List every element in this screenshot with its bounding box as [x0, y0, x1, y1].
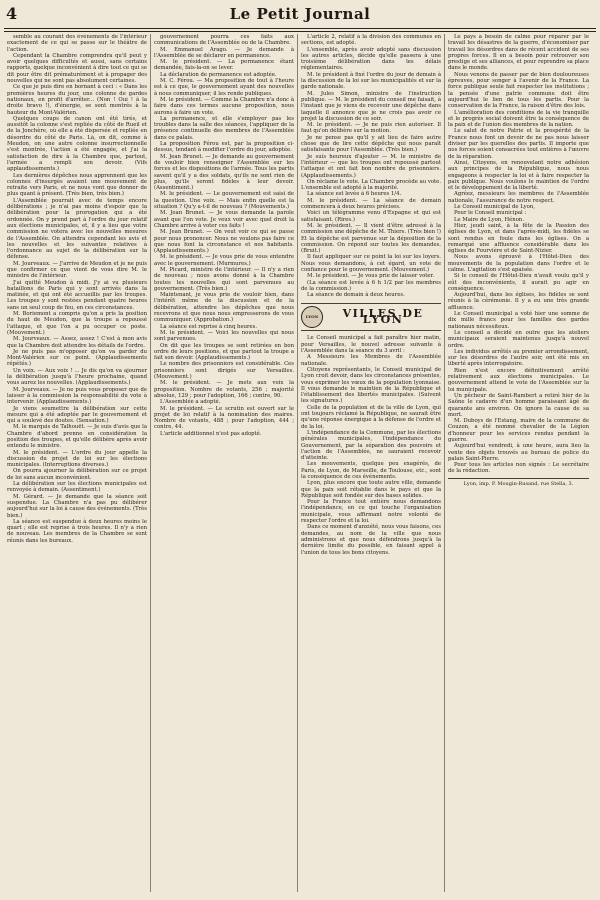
paragraph: Je ne puis pas m'opposer qu'on va garder du Mont-Valérien sur ce point. (Applaudissements répétés.)	[7, 348, 147, 368]
paragraph: gouvernement pourra ces faits aux communications de l'Assemblée ou de la Chambre.	[154, 34, 294, 47]
paragraph: semble au courant des événements de l'intérieur exactement de ce qui se passe sur le théâtre de l'action.	[7, 34, 147, 53]
paragraph: Citoyens représentants, le Conseil municipal de Lyon croit devoir, dans les circonstances présentes, vous exprimer les vœux de la population lyonnaise. Il vous demande le maintien de la République et l'établissement des libertés municipales. (Suivent les signatures.)	[301, 366, 441, 405]
paragraph: Aujourd'hui vendredi, à une heure, aura lieu la vente des objets trouvés au bureau de police du palais Saint-Pierre.	[448, 443, 589, 462]
paragraph: On réclame le vote. La Chambre procède au vote. L'ensemble est adopté à la majorité.	[301, 178, 441, 192]
paragraph: Ce que je puis dire en bornant à ceci : « Dans les premières heures du jour, une colonne de gardes nationaux, en profit d'arrêter... (Non ! Oui ! à la droite bravo !), d'énergie, se sont montrés à la hauteur du Mont-Valérien.	[7, 84, 147, 116]
paragraph: Le Conseil municipal a fait paraître hier matin, pour Versailles, le nouvel adresse suivante à l'Assemblée dans la séance du 3 avril :	[301, 335, 441, 355]
printer-footer: Lyon, imp. P. Mougin-Rusand, rue Stella, 3.	[448, 478, 589, 487]
paragraph: M. Jean Brunet. — Je demande au gouvernement de vouloir bien renseigner l'Assemblée sur les forces et les dispositions de l'armée. Tous les partis savent qu'il y a des soldats, qu'ils ne sont rien de plus, qu'ils seront fidèles à leur devoir. (Assentiment.)	[154, 153, 294, 192]
page-number: 4	[6, 4, 18, 23]
paragraph: M. Jourveaux. — J'arrive de Meudon et je ne puis que confirmer ce que vient de vous dire M. le ministre de l'intérieur.	[7, 260, 147, 280]
paragraph: L'amélioration des conditions de la vie tranquille et le progrès social doivent être la conséquence de la paix et de l'union des membres de la nation.	[448, 109, 589, 129]
paragraph: La séance est reprise à cinq heures.	[160, 323, 258, 330]
column-2	[151, 34, 298, 892]
paragraph: Pour tous les articles non signés : Le secrétaire de la rédaction.	[448, 462, 589, 475]
paragraph: Le conseil a décidé en outre que les ateliers municipaux seraient maintenus jusqu'à nouvel ordre.	[448, 329, 589, 349]
paragraph: Maintenant, je vous prie de vouloir bien, dans l'intérêt même de la discussion et de la délibération, attendre les dépêches que nous recevrons et que nous nous empresserons de vous communiquer. (Approbation.)	[154, 292, 294, 324]
masthead	[0, 0, 600, 34]
column-4-text	[448, 34, 589, 475]
paragraph: Cependant la Chambre comprendra qu'il peut y avoir quelques difficultés et aussi, sans certains rapports, quelque inconvénient à dire tout ce qui se dit pour être dit prématurément et à propager des nouvelles qui ne sont pas absolument certaines.	[7, 52, 147, 85]
paragraph: M. le président. — Je mets aux voix la proposition. Nombre de votants, 256 ; majorité absolue, 129 ; pour l'adoption, 166 ; contre, 90.	[154, 380, 294, 399]
paragraph: Voici un télégramme venu d'Espagne et qui est satisfaisant. (Rires.)	[301, 210, 441, 223]
paragraph: Un pêcheur de Saint-Rambert a retiré hier de la Saône le cadavre d'un homme paraissant âgé de quarante ans environ. On ignore la cause de sa mort.	[448, 392, 589, 418]
newspaper-title: Le Petit Journal	[229, 5, 371, 23]
paragraph: M. le marquis de Talhouët. — Je suis d'avis que la Chambre d'abord prenne en considération la position des troupes, et qu'elle délibère après avoir entendu le ministre.	[7, 424, 147, 450]
paragraph: Nous avons éprouvé à l'Hôtel-Dieu des mouvements de la population dans l'ordre et le calme. L'agitation s'est apaisée.	[448, 254, 589, 273]
paragraph: M. Picard, ministre de l'intérieur. — Il n'y a rien de nouveau ; nous avons donné à la Chambre toutes les nouvelles qui sont parvenues au gouvernement. (Très bien.)	[154, 266, 294, 292]
article-columns	[4, 34, 596, 892]
paragraph: Je viens soumettre la délibération sur cette mesure qui a été adoptée par le gouvernement et qui a soulevé des doutes. (Sensation.)	[7, 405, 147, 425]
paragraph: Nous venons de passer par de bien douloureuses épreuves, pour songer à l'avenir de la France. La force publique seule fait respecter les institutions ; la pensée d'une patrie commune doit être aujourd'hui le lien de tous les partis. Pour la conservation de la France, la raison d'être des lois.	[448, 71, 589, 110]
paragraph: La délibération sur les élections municipales est renvoyée à demain. (Assentiment.)	[7, 481, 147, 494]
paragraph: Dans ce moment d'anxiété, nous vous faisons, ces demandes, au nom de la ville que nous administrons et que nous défendrons jusqu'à la dernière limite du possible, en faisant appel à l'union de tous les bons citoyens.	[301, 524, 441, 556]
paragraph: Les mouvements, quelque peu exagérés, de Paris, de Lyon, de Marseille, de Toulouse, etc., sont la conséquence de ces événements.	[301, 461, 441, 480]
paragraph: Agréez, messieurs les membres de l'Assemblée nationale, l'assurance de notre respect.	[448, 191, 589, 204]
paragraph: Le pays a besoin de calme pour réparer par le travail les désastres de la guerre, d'économiser par travail les désordres dans de récent accident de ses propres forces. Il en a besoin pour retrouver son prestige et ses alliances, et pour reprendre sa place dans le monde.	[448, 34, 589, 72]
paragraph: M. le président. — L'ordre du jour appelle la discussion du projet de loi sur les élections municipales. (Interruptions diverses.)	[7, 449, 147, 469]
paragraph: Celle de la population et de la ville de Lyon, qui ont toujours réclamé la République, ne saurait être qu'une réponse énergique à la défense de l'ordre et de la loi.	[301, 404, 441, 430]
paragraph: M. le président. — Je vous prie de laisser voter.	[307, 273, 435, 280]
paragraph: Je ne pense pas qu'il y ait lieu de faire autre chose que de lire cette dépêche qui nous paraît satisfaisante pour l'Assemblée. (Très bien.)	[301, 134, 441, 154]
section-header-lyon	[301, 303, 441, 331]
paragraph: M. Gérard. — Je demande que la séance soit suspendue. La Chambre n'a pas pu délibérer aujourd'hui sur la loi à cause des événements. (Très bien.)	[7, 493, 147, 519]
paragraph: M. le président. — La séance de demain commencera à deux heures précises.	[301, 197, 441, 211]
paragraph: M. Boriemont a compris qu'on a pris la position du haut de Meudon, que la troupe a repoussé l'attaque, et que l'on a pu occuper ce poste. (Mouvement.)	[7, 311, 147, 336]
section-title: VILLES DE LYON	[342, 307, 424, 327]
paragraph: M. C. Férou. — Ma proposition de tout à l'heure est à ce que, le gouvernement ayant des nouvelles à nous communiquer, il les rende publiques.	[154, 78, 294, 97]
paragraph: La séance de demain à deux heures.	[307, 292, 405, 299]
paragraph: M. Jourveaux. — Assez, assez ! C'est à mon avis que la Chambre doit attendre les détails de l'ordre.	[7, 336, 147, 349]
paragraph: La déclaration de permanence est adoptée.	[160, 71, 277, 78]
paragraph: Le nombre des prisonniers est considérable. Ces prisonniers sont dirigés sur Versailles. (Mouvement.)	[154, 361, 294, 381]
paragraph: L'article additionnel n'est pas adopté.	[160, 430, 262, 437]
paragraph: M. Emmanuel Arago. — Je demande à l'Assemblée de se déclarer en permanence.	[154, 46, 294, 59]
paragraph: La permanence, et elle s'employer pas les troubles dans la salle des séances, l'appliquer de la présence continuelle des membres de l'Assemblée dans ce palais.	[154, 115, 294, 141]
paragraph: Le Conseil municipal a voté hier une somme de dix mille francs pour les familles des gardes nationaux nécessiteux.	[448, 311, 589, 330]
paragraph: Le Conseil municipal de Lyon,	[454, 204, 535, 211]
column-3	[298, 34, 445, 892]
paragraph: M. le président. — Voici les nouvelles qui nous sont parvenues.	[154, 329, 294, 343]
paragraph: Le Maire de Lyon, Hénon.	[454, 216, 525, 223]
paragraph: Aujourd'hui, dans les églises, les fidèles se sont réunis à la cérémonie. Il y a eu une très grande affluence.	[448, 292, 589, 311]
paragraph: Il faut appliquer sur ce point la loi sur les loyers. Nous vous demandons, à cet égard, un vote de confiance pour le gouvernement. (Mouvement.)	[301, 254, 441, 273]
column-4	[445, 34, 592, 892]
paragraph: Un voix. — Aux voix ! ... Je dis qu'on va ajourner la délibération jusqu'à l'heure prochaine, quand vous aurez les nouvelles. (Applaudissements.)	[7, 367, 147, 387]
lyon-emblem-icon: LYON	[301, 306, 323, 328]
paragraph: J'ai quitté Meudon à midi. J'y ai vu plusieurs bataillons de Paris qui y sont arrivés dans la matinée, et qui ont été accueillis par les troupes. Les troupes y sont restées pendant quatre heures sans un seul coup de feu, en ces circonstances.	[7, 279, 147, 311]
masthead-rule	[4, 28, 596, 32]
paragraph: M. le président à fixé l'ordre du jour de demain à la discussion de la loi sur les municipalités et sur la garde nationale.	[301, 71, 441, 91]
paragraph: Ainsi, Citoyens, en renouvelant notre adhésion aux principes de la République, nous nous engageons à respecter la loi et à faire respecter la paix publique. Nous voulons le maintien de l'ordre et le développement de la liberté.	[448, 159, 589, 192]
paragraph: Rien n'est encore définitivement arrêté relativement aux élections municipales. Le gouvernement attend le vote de l'Assemblée sur la loi municipale.	[448, 367, 589, 393]
column-1	[4, 34, 151, 892]
paragraph: L'Assemblée a adopté.	[160, 399, 221, 406]
paragraph: Hier, jeudi saint, à la fête de la Passion des églises de Lyon, et dans l'après-midi, les fidèles se sont rendus en foule dans les églises. On a remarqué une affluence considérable dans les églises de Fourvière et de Saint-Nizier.	[448, 222, 589, 255]
paragraph: L'Assemblée pourrait avec de temps encore délibérations ; je n'ai pas moins d'espoir que la délibération pour la prorogation qui a été ordonnée. On y prend part à l'ordre du jour relatif aux élections municipales, et, il y a lieu que votre commission ne votera avec les nouvelles mesures de l'Assemblée. On attendra cependant les avis et les nouvelles et les suivantes relatives à l'ordonnance au sujet de la délibération sur la défense.	[7, 197, 147, 261]
paragraph: On dit que les troupes se sont retirées en bon ordre de leurs positions, et que partout la troupe a fait son devoir. (Applaudissements.)	[154, 342, 294, 362]
paragraph: La séance est levée à 6 heures 1/4.	[307, 191, 402, 198]
paragraph: M. le président. — Je vous prie de vous entendre avec le gouvernement. (Murmures.)	[154, 254, 294, 267]
paragraph: Si le conseil de l'Hôtel-Dieu n'avait voulu qu'il y eût des inconvénients, il aurait pu agir en conséquence.	[448, 273, 589, 292]
paragraph: M. le président. — Il vient d'être adressé à la commission une dépêche de M. Thiers. (Très bien !) Et la dépêche est parvenue sur la déposition de la commission. On répond sur toutes les demandes. (Bruit.)	[301, 222, 441, 255]
paragraph: L'ensemble, après avoir adopté sans discussion les autres articles, décide qu'elle passera à une troisième délibération dans les délais réglementaires.	[301, 46, 441, 72]
paragraph: M. Jourveaux. — Je ne puis vous proposer que de laisser à la commission la responsabilité du vote à intervenir. (Applaudissements.)	[7, 386, 147, 406]
paragraph: M. le président. — Le gouvernement est saisi de la question. Une voix. — Mais enfin quelle est la situation ? Qu'y a-t-il de nouveau ? (Mouvements.)	[154, 191, 294, 211]
paragraph: Je suis heureux d'ajouter — M. le ministre de l'intérieur — que les troupes ont repoussé partout l'attaque et ont fait bon nombre de prisonniers. (Applaudissements.)	[301, 153, 441, 179]
paragraph: M. Jean Brunet. — Je vous demande la parole avant que l'on vote. Je veux voir avec quel droit la Chambre arrive à voter ces faits !	[154, 210, 294, 229]
paragraph: Le salut de notre Patrie et la prospérité de la France nous font un devoir de ne pas nous laisser diviser par les querelles des partis. Il importe que nos forces soient consacrées tout entières à l'œuvre de la réparation.	[448, 128, 589, 160]
paragraph: Les dernières dépêches nous apprennent que les colonnes d'insurgés avaient une mouvement de retraite vers Paris, et ne nous vont que donner de plus quant à présent. (Très bien, très bien.)	[7, 172, 147, 198]
paragraph: Pour le Conseil municipal :	[454, 210, 527, 217]
paragraph: Quelques coups de canon ont été tirés, et aussitôt la colonne s'est repliée du côté de Rueil et de la Jonchère, où elle a été dispersée et repliée en désordre du côté de Paris. Là, on dit, comme à Meudon, on une autre colonne insurrectionnelle s'est montrée, l'action a été engagée, et j'ai la satisfaction de dire à la Chambre que, partout, l'armée a rempli son devoir. (Vifs applaudissements.)	[7, 115, 147, 173]
paragraph: On pourra ajourner la délibération sur ce projet de loi sans aucun inconvénient.	[7, 468, 147, 481]
paragraph: M. le président. — Comme la Chambre n'a donc à faire dans ces termes aucune proposition, nous aurons à faire un vote.	[154, 96, 294, 116]
paragraph: Les individus arrêtés au premier arrondissement, sur les désordres de l'autre soir, ont été mis en liberté après interrogatoire.	[448, 348, 589, 368]
paragraph: (La séance est levée à 6 h 1/2 par les membres de la commission.)	[301, 279, 441, 292]
paragraph: M. le président. — La permanence étant demandée, fais-la-on se lever.	[154, 59, 294, 72]
paragraph: La proposition Férou est, par la proposition ci-dessus, tendant à modifier l'ordre du jour, adoptée.	[154, 141, 294, 154]
paragraph: M. Duboys de l'Estang, maire de la commune de Couzon, a été nommé chevalier de la Légion d'honneur pour les services rendus pendant la guerre.	[448, 418, 589, 443]
paragraph: M. Jean Brunet. — On veut voir ce qui se passe pour nous prononcer. Nous ne voulons pas faire ce que nous font la circonstance et nos habitants. (Applaudissements.)	[154, 229, 294, 255]
paragraph: M. le président. — Le scrutin est ouvert sur le projet de loi relatif à la nomination des maires. Nombre de votants, 488 ; pour l'adoption, 444 ; contre, 44.	[154, 405, 294, 431]
paragraph: La séance est suspendue à deux heures moins le quart ; elle est reprise à trois heures. Il n'y a rien de nouveau. Les membres de la Chambre se sont réunis dans les bureaux.	[7, 518, 147, 544]
paragraph: A Messieurs les Membres de l'Assemblée nationale.	[301, 354, 441, 367]
paragraph: L'article 2, relatif à la division des communes en sections, est adopté.	[301, 34, 441, 47]
column-3-top-text	[301, 34, 441, 298]
column-3-bottom-text	[301, 335, 441, 555]
paragraph: M. Jules Simon, ministre de l'instruction publique. — M. le président du conseil me faisait, à l'instant que je viens de recevoir une dépêche dans laquelle il annonce que je ne crois pas avoir ce projet la discussion de ce soir.	[301, 90, 441, 122]
paragraph: Lyon, plus encore que toute autre ville, demande que la paix soit rétablie dans le pays et que la République soit fondée sur des bases solides.	[301, 480, 441, 499]
paragraph: L'indépendance de la Commune, par les élections générales municipales, l'indépendance du Gouvernement, par la séparation des pouvoirs et l'action de l'Assemblée, ne sauraient recevoir d'atteinte.	[301, 429, 441, 462]
paragraph: M. le président. — Je ne puis rien autoriser. Il faut qu'on délibère sur la motion.	[301, 122, 441, 135]
paragraph: Pour la France tout entière nous demandons l'indépendance, en ce qui touche l'organisation municipale, vous affirmant notre volonté de respecter l'ordre et la loi.	[301, 499, 441, 525]
